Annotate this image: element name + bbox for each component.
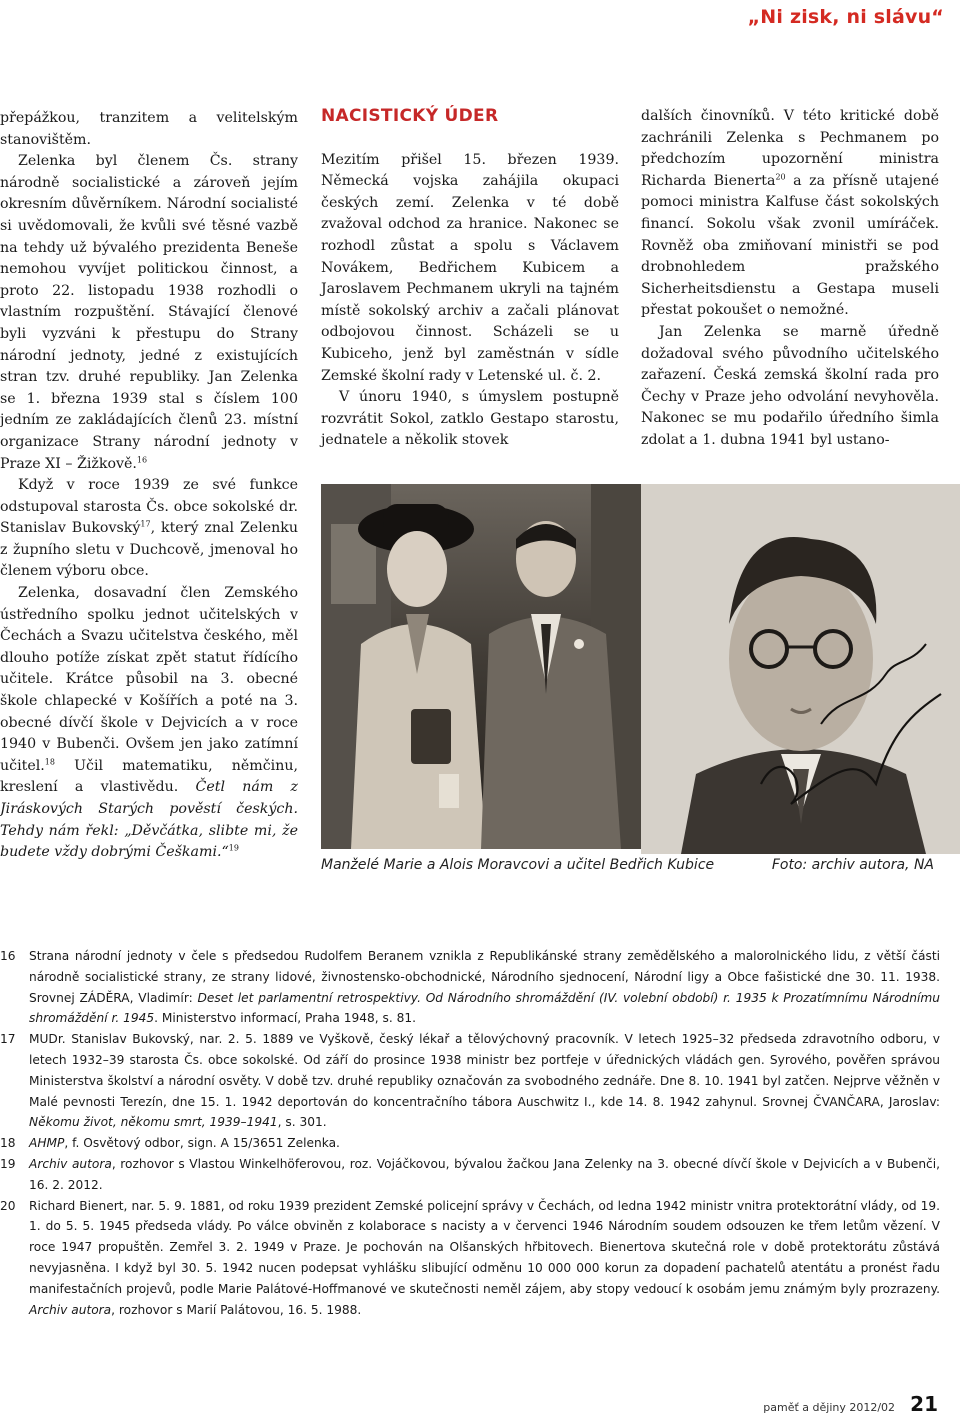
footnote-number: 18 — [0, 1136, 16, 1151]
photo-caption: Manželé Marie a Alois Moravcovi a učitel Bedřich Kubice — [321, 857, 715, 873]
paragraph: dalších činovníků. V této kritické době zachránili Zelenka s Pechmanem po předchozím upozornění ministra Richarda Bienerta$^{20}$ a za přísně utajené pomoci ministra Kalfuse část sokolských financí. Sokolu však zvonil umíráček. Rovněž oba zmiňovaní ministři se pod drobnohledem pražského Sicherheitsdienstu a Gestapa museli přestat pokoušet o nemožné. — [641, 108, 939, 319]
footnote-ref[interactable]: 17 — [140, 519, 151, 529]
footnote-19: 19 Archiv autora, rozhovor s Vlastou Winkelhöferovou, roz. Vojáčkovou, bývalou žačkou Jana Zelenky na 3. obecné dívčí škole v Dejvicích a v Bubenči, 16. 2. 2012. — [0, 1154, 940, 1196]
photo-portrait-kubice — [641, 484, 960, 854]
paragraph: Zelenka byl členem Čs. strany národně socialistické a zároveň jejím okresním důvěrníkem. Národní socialisté si uvědomovali, že kvůli své těsné vazbě na tehdy už bývalého prezidenta Beneše nemohou vyvíjet politickou činnost, a proto 22. listopadu 1938 rozhodli o vlastním rozpuštění. Stávající členové byli vyzváni k přestupu do Strany národní jednoty, jedné z existujících stran tzv. druhé republiky. Jan Zelenka se 1. března 1939 stal s číslem 100 jedním ze zakládajících členů 23. místní organizace Strany národní jednoty v Praze XI – Žižkově.$^{16}$ — [0, 153, 298, 472]
footnote-number: 16 — [0, 949, 16, 963]
page-footer — [763, 1392, 938, 1416]
paragraph: Jan Zelenka se marně úředně dožadoval svého původního učitelského zařazení. Česká zemská školní rada pro Čechy v Praze jeho odvolání nevyhověla. Nakonec se mu podařilo úředního šimla zdolat a 1. dubna 1941 byl ustano- — [641, 323, 939, 448]
footnote-ref[interactable]: 19 — [228, 843, 239, 853]
section-title: „Ni zisk, ni slávu“ — [747, 6, 944, 28]
text-column-3 — [641, 106, 939, 452]
paragraph: Mezitím přišel 15. březen 1939. Německá vojska zahájila okupaci českých zemí. Zelenka v té době zvažoval odchod za hranice. Nakonec se rozhodl zůstat a spolu s Václavem Novákem, Bedřichem Kubicem a Jaroslavem Pechmanem ukryli na tajném místě sokolský archiv a začali plánovat odbojovou činnost. Scházeli se u Kubiceho, jenž byl zaměstnán v sídle Zemské školní rady v Letenské ul. č. 2. — [321, 151, 619, 384]
footnote-number: 17 — [0, 1032, 16, 1047]
photo-couple — [321, 484, 656, 849]
paragraph: V únoru 1940, s úmyslem postupně rozvrátit Sokol, zatklo Gestapo starostu, jednatele a několik stovek — [321, 389, 619, 449]
footnote-ref[interactable]: 20 — [775, 172, 786, 182]
footnote-20: 20 Richard Bienert, nar. 5. 9. 1881, od roku 1939 prezident Zemské policejní správy v Čechách, od ledna 1942 ministr vnitra protektorátní vlády, od 19. 1. do 5. 5. 1945 předseda vlády. Po válce obviněn z kolaborace s nacisty a v červenci 1946 Národním soudem odsouzen ke třem letům vězení. V roce 1947 propuštěn. Zemřel 3. 2. 1949 v Praze. Je pochován na Olšanských hřbitovech. Bienertova skutečná role v době protektorátu zůstává nevyjasněna. I když byl 30. 5. 1942 nucen podepsat vyhlášku slibující odměnu 10 000 000 korun za dopadení pachatelů atentátu a pronést řadu manifestačních projevů, podle Marie Palátové-Hoffmanové ve skutečnosti neměl zájem, aby stopy vedoucí k osobám jemu známým byly prozrazeny. Archiv autora, rozhovor s Marií Palátovou, 16. 5. 1988. — [0, 1196, 940, 1321]
text-column-2 — [321, 106, 619, 452]
footnote-number: 19 — [0, 1156, 16, 1171]
footnote-ref[interactable]: 16 — [136, 454, 148, 464]
footnote-number: 20 — [0, 1198, 16, 1213]
footnote-18: 18 AHMP, f. Osvětový odbor, sign. A 15/3651 Zelenka. — [0, 1133, 940, 1154]
paragraph: Zelenka, dosavadní člen Zemského ústředního spolku jednot učitelských v Čechách a Svazu učitelstva českého, měl dlouho potíže získat zpět statut řídícího učitele. Krátce působil na 3. obecné škole chlapecké v Košířích a poté na 3. obecné dívčí škole v Dejvicích a v roce 1940 v Bubenči. Ovšem jen jako zatímní učitel.$^{18}$ Učil matematiku, němčinu, kreslení a vlastivědu. Četl nám z Jiráskových Starých pověstí českých. Tehdy nám řekl: „Děvčátka, slibte mi, že budete vždy dobrými Češkami.“$^{19}$ — [0, 585, 298, 861]
publication-name: paměť a dějiny 2012/02 — [763, 1401, 896, 1414]
text-column-1 — [0, 108, 298, 864]
section-heading: NACISTICKÝ ÚDER — [321, 106, 499, 126]
page-number: 21 — [910, 1392, 938, 1416]
footnote-17: 17 MUDr. Stanislav Bukovský, nar. 2. 5. 1889 ve Vyškově, český lékař a tělovýchovný pracovník. V letech 1925–32 předseda zdravotního odboru, v letech 1932–39 starosta Čs. obce sokolské. Od září do prosince 1938 ministr bez portfeje v úřednických vládách gen. Syrového, pověřen správou Ministerstva školství a národní osvěty. V době tzv. druhé republiky označován za svobodného zednáře. Dne 8. 10. 1941 byl zatčen. Nejprve věžněn v Malé pevnosti Terezín, dne 15. 1. 1942 deportován do koncentračního tábora Auschwitz I., kde 14. 8. 1942 zahynul. Srovnej ČVANČARA, Jaroslav: Někomu život, někomu smrt, 1939–1941, s. 301. — [0, 1029, 940, 1133]
paragraph: přepážkou, tranzitem a velitelským stanovištěm. — [0, 110, 298, 148]
quote: Četl nám z Jiráskových Starých pověstí českých. Tehdy nám řekl: „Děvčátka, slibte mi, že budete vždy dobrými Češkami.“ — [0, 779, 298, 861]
photo-couple-illustration — [321, 484, 656, 849]
paragraph: Když v roce 1939 ze své funkce odstupoval starosta Čs. obce sokolské dr. Stanislav Bukovský$^{17}$, který znal Zelenku z župního sletu v Duchcově, jmenoval ho členem výboru obce. — [0, 477, 299, 580]
footnotes — [0, 946, 940, 1320]
photo-portrait-illustration — [641, 484, 960, 854]
footnote-ref[interactable]: 18 — [44, 757, 55, 767]
photo-credit: Foto: archiv autora, NA — [771, 857, 934, 873]
footnote-16: 16 Strana národní jednoty v čele s předsedou Rudolfem Beranem vznikla z Republikánské strany zemědělského a malorolnického lidu, z větší části národně socialistické strany, ze strany lidové, živnostensko-obchodnické, Národního sjednocení, Národní ligy a Obce fašistické dne 30. 11. 1938. Srovnej ZÁDĚRA, Vladimír: Deset let parlamentní retrospektivy. Od Národního shromáždění (IV. volební období) r. 1935 k Prozatímnímu Národnímu shromáždění r. 1945. Ministerstvo informací, Praha 1948, s. 81. — [0, 946, 940, 1029]
